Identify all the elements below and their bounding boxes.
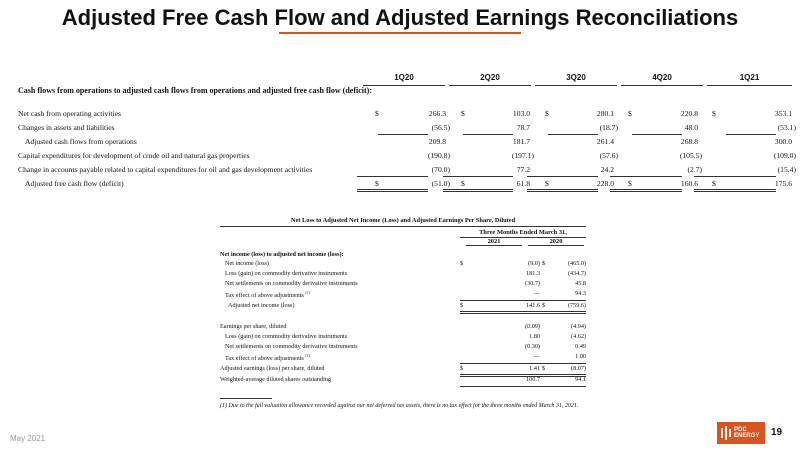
table-row <box>220 280 586 289</box>
currency-symbol: $ <box>712 109 716 118</box>
currency-symbol: $ <box>628 179 632 188</box>
table-row <box>220 260 586 269</box>
currency-symbol: $ <box>628 109 632 118</box>
currency-symbol: $ <box>375 179 379 188</box>
cell-value: (105.5) <box>679 151 702 160</box>
subtotal-rule <box>632 134 682 135</box>
cell-value: 24.2 <box>600 165 614 174</box>
cell-value: (109.0) <box>773 151 796 160</box>
cell-value: (465.0) <box>567 260 586 267</box>
section-header: Cash flows from operations to adjusted cash flows from operations and adjusted free cash flow (deficit): <box>18 86 372 95</box>
page-title: Adjusted Free Cash Flow and Adjusted Earnings Reconciliations <box>61 5 739 30</box>
cell-value: 78.7 <box>516 123 530 132</box>
company-logo <box>717 422 765 444</box>
table-row <box>220 365 586 374</box>
table-row <box>220 376 586 385</box>
cell-value: (30.7) <box>525 280 540 287</box>
cell-value: (56.5) <box>431 123 450 132</box>
row-label: Net settlements on commodity derivative instruments <box>225 280 358 287</box>
cell-value: 160.6 <box>680 179 698 188</box>
period-header: 1Q20 <box>363 72 445 86</box>
cell-value: 94.3 <box>575 290 586 297</box>
cell-value: (15.4) <box>777 165 796 174</box>
row-label: Loss (gain) on commodity derivative instruments <box>225 333 348 340</box>
cell-value: 77.2 <box>516 165 530 174</box>
period-header: 2Q20 <box>449 72 531 86</box>
cell-value: (0.09) <box>525 323 540 330</box>
row-label: Adjusted earnings (loss) per share, diluted <box>220 365 325 372</box>
cell-value: 141.6 <box>526 302 540 309</box>
row-label: Capital expenditures for development of crude oil and natural gas properties <box>18 151 250 160</box>
table-row <box>220 302 586 311</box>
currency-symbol: $ <box>545 179 549 188</box>
row-label: Adjusted free cash flow (deficit) <box>25 179 124 188</box>
cell-value: 103.0 <box>512 109 530 118</box>
footnote-marker: (1) <box>305 353 311 358</box>
subtotal-rule <box>694 176 776 177</box>
subtotal-rule <box>527 176 598 177</box>
subtotal-rule <box>548 134 598 135</box>
subtotal-rule <box>726 134 776 135</box>
cell-value: 175.6 <box>774 179 792 188</box>
row-label-text: Tax effect of above adjustments <box>225 292 304 300</box>
total-double-rule <box>460 311 586 314</box>
footer-date: May 2021 <box>10 434 46 443</box>
footnote-text: (1) Due to the full valuation allowance recorded against our net deferred tax assets, there is no tax effect for the three months ended March 31, 2021. <box>220 403 579 409</box>
footnote-marker: (1) <box>305 290 311 295</box>
footnote-rule <box>220 398 272 399</box>
cell-value: 228.0 <box>596 179 614 188</box>
total-double-rule <box>694 189 776 192</box>
cell-value: (0.30) <box>525 343 540 350</box>
table-row <box>18 122 794 134</box>
currency-symbol: $ <box>460 260 464 267</box>
period-header: 1Q21 <box>707 72 792 86</box>
row-label: Changes in assets and liabilities <box>18 123 115 132</box>
subtotal-rule <box>610 176 682 177</box>
currency-symbol: $ <box>542 302 546 309</box>
year-header: 2020 <box>528 238 584 246</box>
currency-symbol: $ <box>460 302 464 309</box>
currency-symbol: $ <box>542 260 546 267</box>
cell-value: (197.1) <box>511 151 534 160</box>
table-row <box>220 323 586 332</box>
cell-value: (51.0) <box>431 179 450 188</box>
cell-value: 61.8 <box>516 179 530 188</box>
subtotal-rule <box>460 363 586 364</box>
cell-value: (18.7) <box>599 123 618 132</box>
table-row <box>220 353 586 362</box>
cell-value: (70.0) <box>431 165 450 174</box>
row-label <box>225 353 310 362</box>
total-double-rule <box>527 189 598 192</box>
subtotal-rule <box>378 134 428 135</box>
cell-value: (8.07) <box>571 365 586 372</box>
cell-value: 268.8 <box>680 137 698 146</box>
currency-symbol: $ <box>461 179 465 188</box>
period-header: Three Months Ended March 31, <box>460 229 586 238</box>
currency-symbol: $ <box>542 365 546 372</box>
period-header: 4Q20 <box>621 72 703 86</box>
page-number: 19 <box>771 427 783 438</box>
cell-value: 0.49 <box>575 343 586 350</box>
table-title: Net Loss to Adjusted Net Income (Loss) and Adjusted Earnings Per Share, Diluted <box>220 217 586 227</box>
row-label: Net cash from operating activities <box>18 109 121 118</box>
row-label: Adjusted cash flows from operations <box>25 137 137 146</box>
row-label-text: Tax effect of above adjustments <box>225 355 304 363</box>
cell-value: 181.3 <box>526 270 540 277</box>
table-row <box>18 136 794 148</box>
section-header-row <box>220 251 586 260</box>
row-label: Weighted-average diluted shares outstanding <box>220 376 332 383</box>
total-double-rule <box>443 189 513 192</box>
row-label: Net settlements on commodity derivative instruments <box>225 343 358 350</box>
cell-value: 300.0 <box>774 137 792 146</box>
total-rule <box>460 386 586 387</box>
subtotal-rule <box>443 176 513 177</box>
currency-symbol: $ <box>712 179 716 188</box>
row-label: Earnings per share, diluted <box>220 323 287 330</box>
cell-value: 94.1 <box>575 376 586 383</box>
table-row <box>18 150 794 162</box>
year-header: 2021 <box>466 238 522 246</box>
cell-value: (4.62) <box>571 333 586 340</box>
cell-value: (434.7) <box>567 270 586 277</box>
row-label: Change in accounts payable related to capital expenditures for oil and gas development activities <box>18 165 313 174</box>
cell-value: (2.7) <box>687 165 702 174</box>
table-row <box>18 108 794 120</box>
cell-value: 220.8 <box>680 109 698 118</box>
total-double-rule <box>357 189 428 192</box>
row-label: Adjusted net income (loss) <box>228 302 295 309</box>
cell-value: 261.4 <box>596 137 614 146</box>
table-row <box>220 290 586 299</box>
title-underline <box>279 32 521 34</box>
cell-value: 266.3 <box>428 109 446 118</box>
cell-value: 280.1 <box>596 109 614 118</box>
subtotal-rule <box>460 300 586 301</box>
cell-value: (4.94) <box>571 323 586 330</box>
subtotal-rule <box>463 134 513 135</box>
cell-value: (759.6) <box>567 302 586 309</box>
cell-value: 1.80 <box>529 333 540 340</box>
currency-symbol: $ <box>375 109 379 118</box>
currency-symbol: $ <box>545 109 549 118</box>
cell-value: 209.8 <box>428 137 446 146</box>
subtotal-rule <box>357 176 428 177</box>
cell-value: (57.6) <box>599 151 618 160</box>
cell-value: 100.7 <box>526 376 540 383</box>
table-row <box>220 343 586 352</box>
cell-value: 45.8 <box>575 280 586 287</box>
row-label <box>225 290 310 299</box>
cell-value: 353.1 <box>774 109 792 118</box>
logo-wordmark: PDC ENERGY <box>734 427 760 439</box>
cell-value: 1.41 <box>529 365 540 372</box>
section-header: Net income (loss) to adjusted net income (loss): <box>220 251 344 258</box>
row-label: Loss (gain) on commodity derivative instruments <box>225 270 348 277</box>
cell-value: 181.7 <box>512 137 530 146</box>
currency-symbol: $ <box>460 365 464 372</box>
cell-value: (190.8) <box>427 151 450 160</box>
row-label: Net income (loss) <box>225 260 269 267</box>
cell-value: 48.0 <box>684 123 698 132</box>
table-row <box>220 270 586 279</box>
cell-value: (9.0) <box>528 260 540 267</box>
cell-value: — <box>533 290 540 297</box>
cell-value: — <box>533 353 540 360</box>
cell-value: 1.00 <box>575 353 586 360</box>
currency-symbol: $ <box>461 109 465 118</box>
flame-icon <box>721 426 731 440</box>
period-header: 3Q20 <box>535 72 617 86</box>
total-double-rule <box>610 189 682 192</box>
table-row <box>220 333 586 342</box>
cell-value: (53.1) <box>777 123 796 132</box>
table-row <box>18 164 794 176</box>
